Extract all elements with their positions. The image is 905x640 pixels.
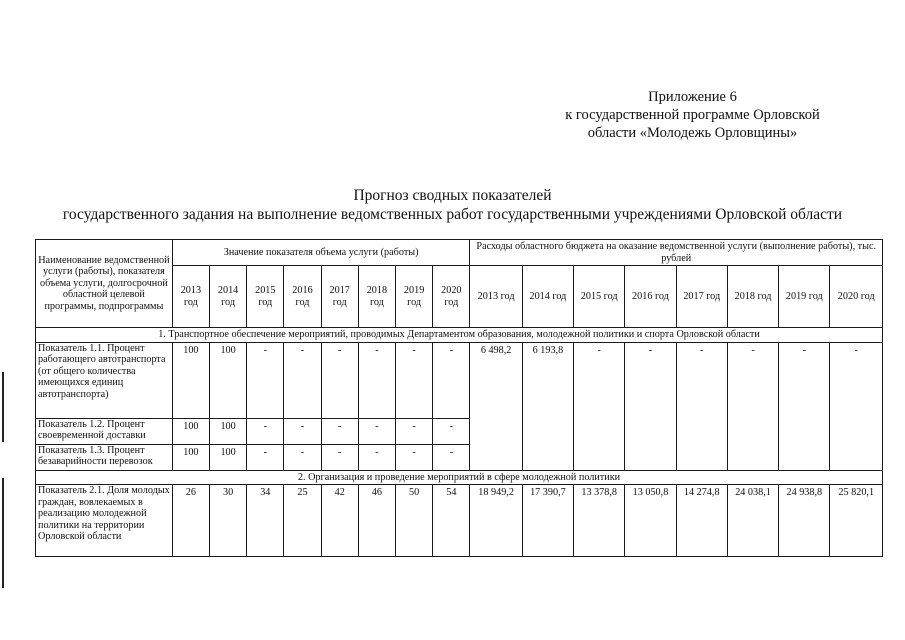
expense-value: 18 949,2 <box>470 485 522 557</box>
expense-value: 13 050,8 <box>625 485 676 557</box>
indicator-value: - <box>321 342 358 418</box>
expense-value: 24 038,1 <box>727 485 778 557</box>
indicator-value: - <box>396 342 433 418</box>
indicator-value: - <box>284 342 321 418</box>
header-volume-year: 2015 год <box>247 266 284 328</box>
expense-value: - <box>830 342 883 470</box>
indicator-value: 26 <box>172 485 209 557</box>
expense-value: 6 193,8 <box>522 342 573 470</box>
header-volume-group: Значение показателя объема услуги (работы) <box>172 240 470 266</box>
indicator-value: - <box>321 418 358 444</box>
header-volume-year: 2017 год <box>321 266 358 328</box>
section-title-2: 2. Организация и проведение мероприятий в сфере молодежной политики <box>36 470 883 485</box>
indicator-value: - <box>433 342 470 418</box>
indicator-value: 25 <box>284 485 321 557</box>
indicator-value: 100 <box>209 418 246 444</box>
appendix-block <box>520 88 865 142</box>
header-volume-year: 2019 год <box>396 266 433 328</box>
indicator-value: - <box>433 418 470 444</box>
header-volume-year: 2014 год <box>209 266 246 328</box>
title-line-2: государственного задания на выполнение ведомственных работ государственными учреждениями Орловской области <box>62 206 843 223</box>
expense-value: 6 498,2 <box>470 342 522 470</box>
indicator-value: 100 <box>172 418 209 444</box>
header-expense-group: Расходы областного бюджета на оказание ведомственной услуги (выполнение работы), тыс. рублей <box>470 240 883 266</box>
section-row <box>36 470 883 485</box>
header-volume-year: 2020 год <box>433 266 470 328</box>
indicator-value: 30 <box>209 485 246 557</box>
indicator-value: 100 <box>172 342 209 418</box>
expense-value: 17 390,7 <box>522 485 573 557</box>
header-volume-year: 2018 год <box>358 266 395 328</box>
header-expense-year: 2019 год <box>779 266 830 328</box>
indicator-value: - <box>433 444 470 470</box>
table-row <box>36 342 883 418</box>
indicator-value: 46 <box>358 485 395 557</box>
scan-edge-mark <box>2 478 4 588</box>
expense-value: - <box>779 342 830 470</box>
expense-value: 14 274,8 <box>676 485 727 557</box>
indicator-value: 42 <box>321 485 358 557</box>
header-expense-year: 2015 год <box>574 266 625 328</box>
indicator-value: - <box>284 418 321 444</box>
indicator-value: - <box>247 418 284 444</box>
document-title <box>30 186 875 224</box>
indicator-value: - <box>284 444 321 470</box>
header-expense-year: 2018 год <box>727 266 778 328</box>
header-row-groups <box>36 240 883 266</box>
indicator-value: - <box>396 418 433 444</box>
expense-value: - <box>574 342 625 470</box>
indicator-value: 50 <box>396 485 433 557</box>
indicators-table <box>35 239 883 557</box>
appendix-program-line: к государственной программе Орловской <box>565 107 820 123</box>
indicator-value: - <box>396 444 433 470</box>
indicator-value: 100 <box>172 444 209 470</box>
indicator-value: - <box>358 342 395 418</box>
indicator-name: Показатель 1.3. Процент безаварийности перевозок <box>36 444 173 470</box>
indicator-value: - <box>321 444 358 470</box>
expense-value: 25 820,1 <box>830 485 883 557</box>
section-row <box>36 328 883 343</box>
header-expense-year: 2014 год <box>522 266 573 328</box>
header-expense-year: 2020 год <box>830 266 883 328</box>
header-expense-year: 2017 год <box>676 266 727 328</box>
header-volume-year: 2013 год <box>172 266 209 328</box>
table-row <box>36 485 883 557</box>
indicator-value: 100 <box>209 342 246 418</box>
header-expense-year: 2013 год <box>470 266 522 328</box>
title-line-1: Прогноз сводных показателей <box>353 187 552 204</box>
header-expense-year: 2016 год <box>625 266 676 328</box>
expense-value: 24 938,8 <box>779 485 830 557</box>
indicator-name: Показатель 2.1. Доля молодых граждан, вовлекаемых в реализацию молодежной политики на территории Орловской области <box>36 485 173 557</box>
header-volume-year: 2016 год <box>284 266 321 328</box>
header-name-column: Наименование ведомственной услуги (работы), показателя объема услуги, долгосрочной областной целевой программы, подпрограммы <box>36 240 173 328</box>
indicator-name: Показатель 1.1. Процент работающего автотранспорта (от общего количества имеющихся единиц автотранспорта) <box>36 342 173 418</box>
indicator-value: 100 <box>209 444 246 470</box>
expense-value: - <box>625 342 676 470</box>
expense-value: - <box>727 342 778 470</box>
expense-value: 13 378,8 <box>574 485 625 557</box>
appendix-program-name: области «Молодежь Орловщины» <box>587 125 798 141</box>
scan-edge-mark <box>2 372 4 442</box>
expense-value: - <box>676 342 727 470</box>
section-title-1: 1. Транспортное обеспечение мероприятий, проводимых Департаментом образования, молодежной политики и спорта Орловской области <box>36 328 883 343</box>
appendix-number: Приложение 6 <box>648 89 737 105</box>
indicator-value: - <box>247 342 284 418</box>
indicator-value: - <box>247 444 284 470</box>
indicator-value: 54 <box>433 485 470 557</box>
indicator-value: 34 <box>247 485 284 557</box>
indicator-name: Показатель 1.2. Процент своевременной доставки <box>36 418 173 444</box>
indicator-value: - <box>358 418 395 444</box>
indicator-value: - <box>358 444 395 470</box>
